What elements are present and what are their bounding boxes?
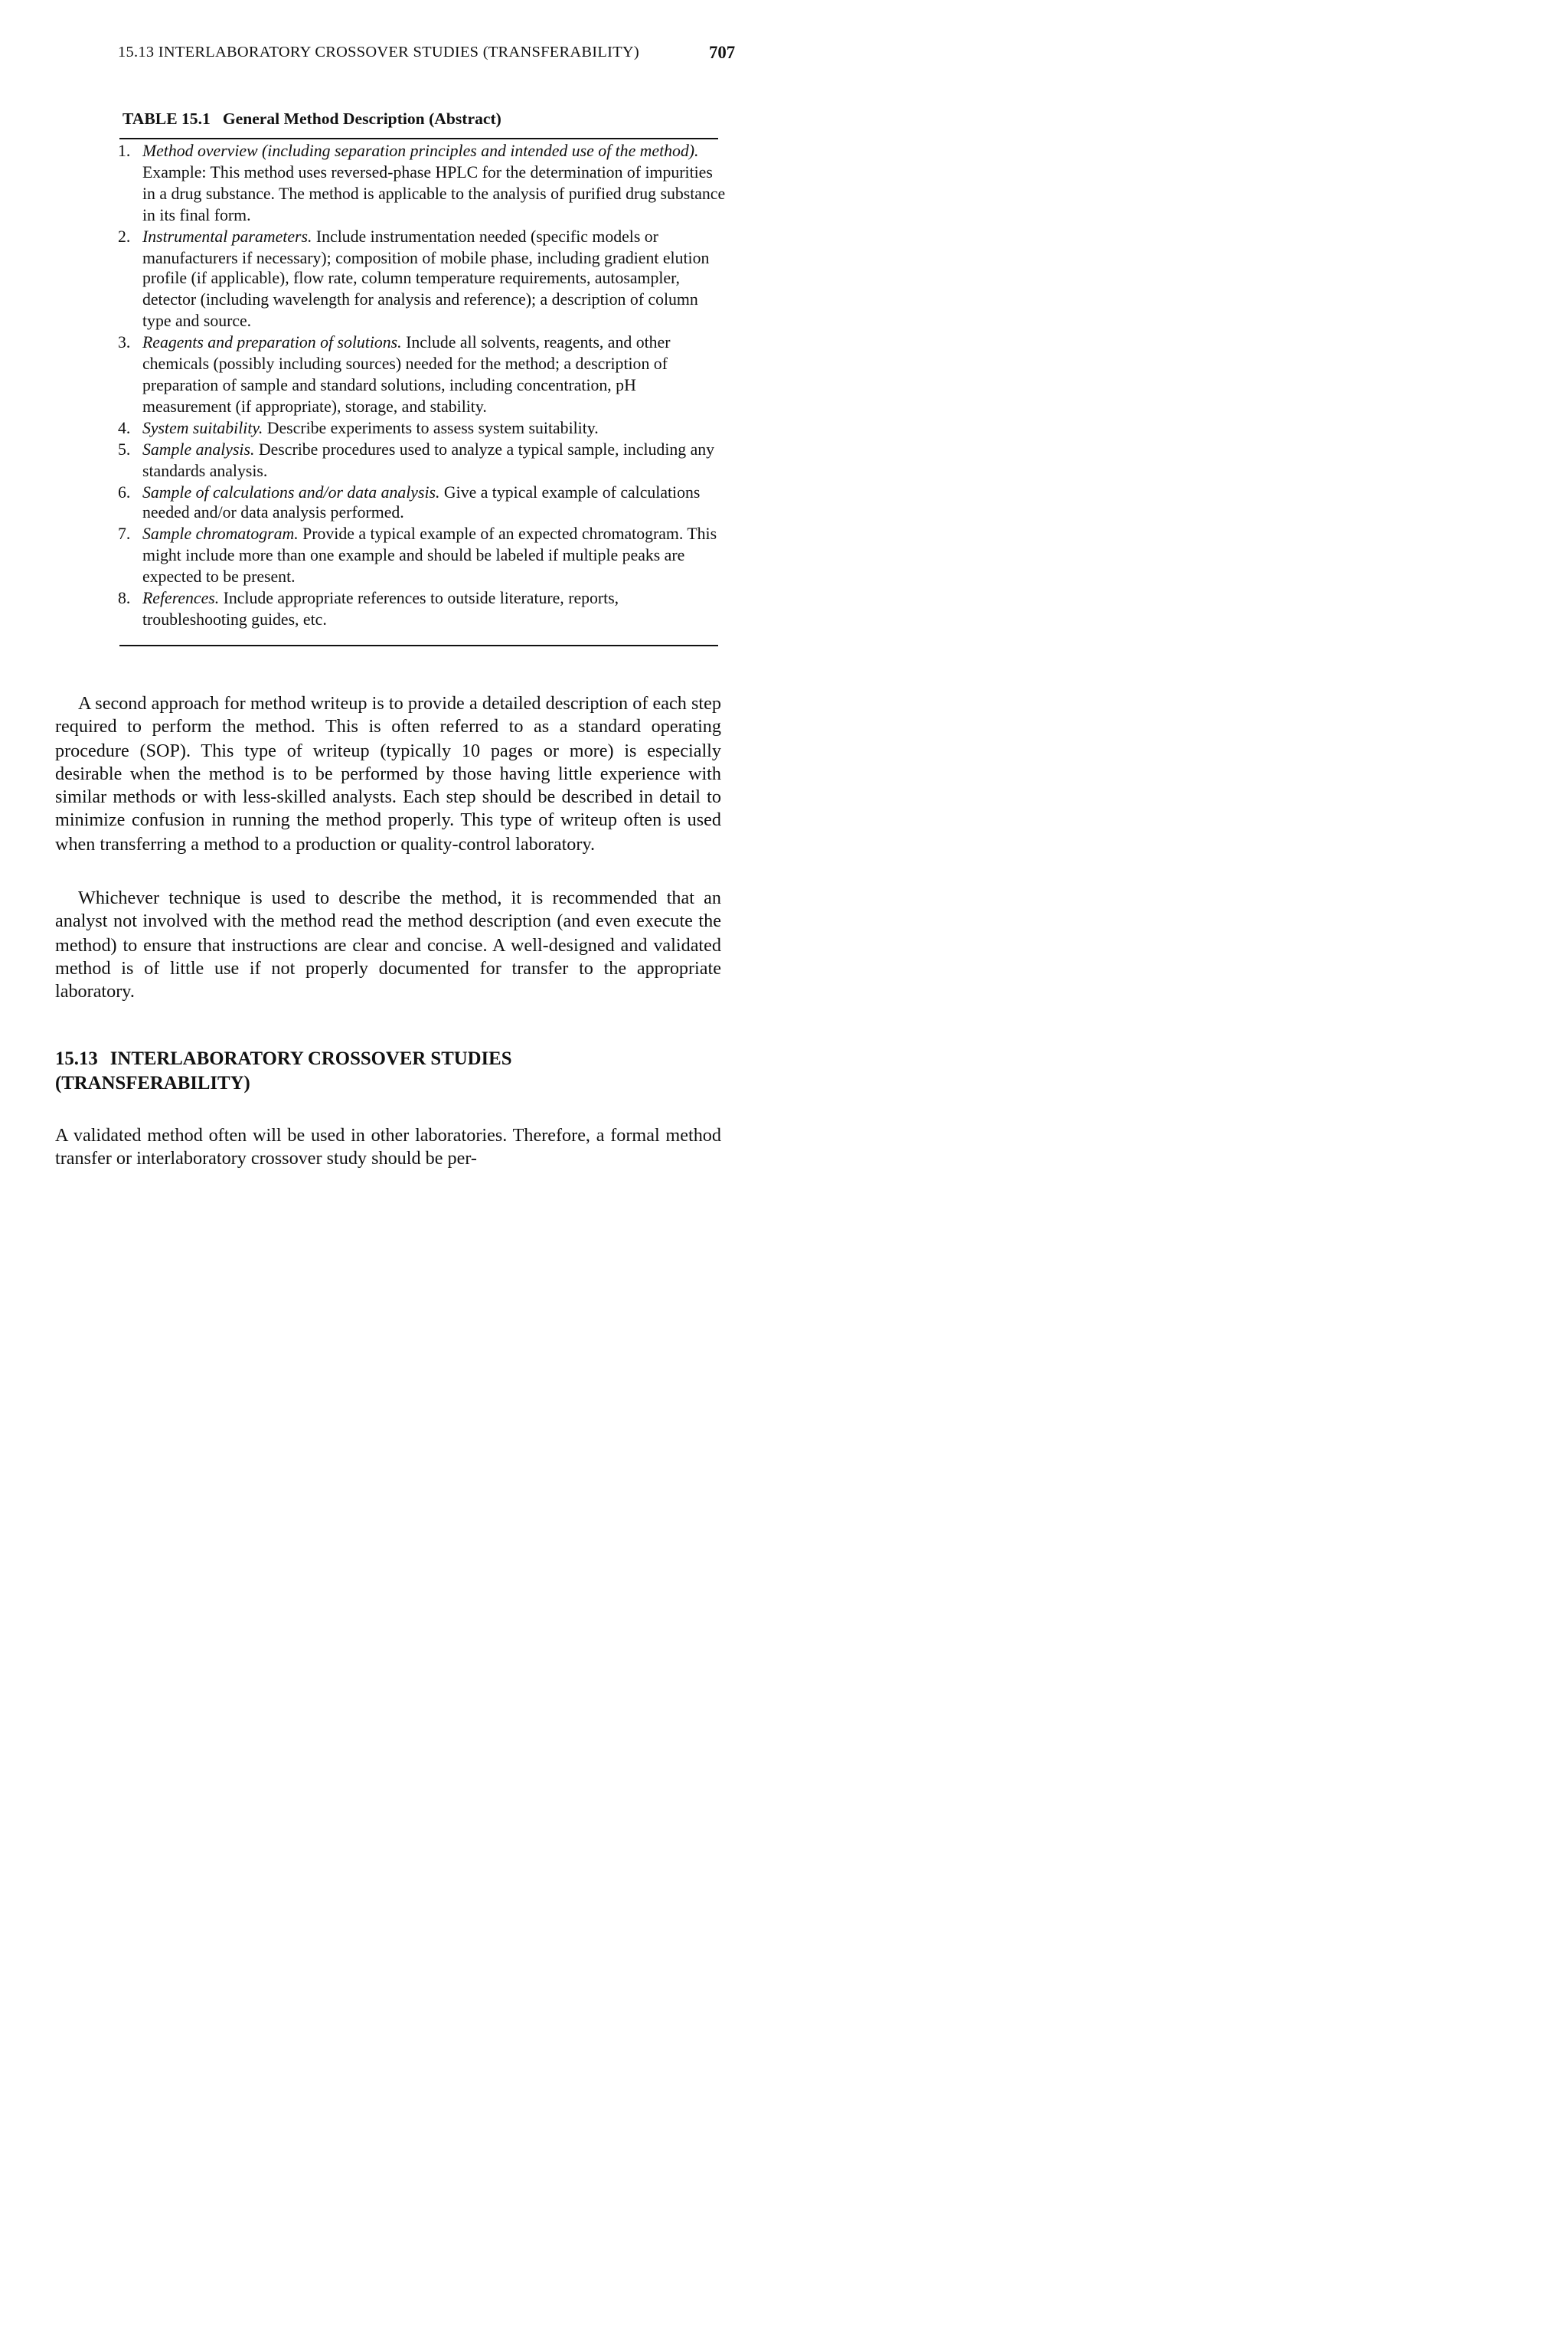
table-label: TABLE 15.1 [122,110,211,129]
item-title: Instrumental parameters. [142,227,312,247]
running-title: 15.13 INTERLABORATORY CROSSOVER STUDIES (TRANSFERABILITY) [118,44,640,61]
running-header [0,0,784,69]
item-number: 4. [118,419,131,438]
table-bottom-rule [119,645,718,646]
list-item [118,590,727,633]
item-text: Include all solvents, reagents, and other chemicals (possibly including sources) needed for the method; a description of preparation of sample and standard solutions, including concentration, pH measurement (if appropriate), storage, and stability. [142,334,671,417]
list-item [118,420,727,441]
item-number: 3. [118,334,131,353]
item-number: 5. [118,440,131,459]
item-title: References. [142,590,220,609]
item-title: Sample of calculations and/or data analysis. [142,483,440,502]
list-item [118,483,727,526]
item-title: Sample chromatogram. [142,525,299,544]
list-item [118,227,727,334]
item-title: Reagents and preparation of solutions. [142,334,402,353]
item-number: 1. [118,142,131,161]
section-title: INTERLABORATORY CROSSOVER STUDIES (TRANSFERABILITY) [55,1048,512,1093]
item-text: Give a typical example of calculations needed and/or data analysis performed. [142,483,701,523]
item-title: System suitability. [142,419,263,438]
item-text: Include appropriate references to outside literature, reports, troubleshooting guides, etc. [142,590,619,629]
body-paragraph: A validated method often will be used in other laboratories. Therefore, a formal method transfer or interlaboratory crossover study should be per- [55,1124,721,1169]
method-description-list [118,142,727,633]
item-number: 7. [118,525,131,544]
section-number: 15.13 [55,1048,98,1069]
section-heading [55,1048,576,1095]
list-item [118,334,727,419]
item-text: Include instrumentation needed (specific models or manufacturers if necessary); composition of mobile phase, including gradient elution profile (if applicable), flow rate, column temperature requirements, autosampler, detector (including wavelength for analysis and reference); a description of column type and source. [142,227,710,332]
table-top-rule [119,138,718,139]
item-number: 2. [118,227,131,247]
item-text: Example: This method uses reversed-phase HPLC for the determination of impurities in a drug substance. The method is applicable to the analysis of purified drug substance in its final form. [142,163,726,225]
list-item [118,526,727,590]
item-text: Provide a typical example of an expected chromatogram. This might include more than one example and should be labeled if multiple peaks are expected to be present. [142,525,717,587]
item-title: Sample analysis. [142,440,255,459]
list-item [118,440,727,483]
body-paragraph: A second approach for method writeup is to provide a detailed description of each step required to perform the method. This is often referred to as a standard operating procedure (SOP). This type of writeup (typically 10 pages or more) is especially desirable when the method is to be performed by those having little experience with similar methods or with less-skilled analysts. Each step should be described in detail to minimize confusion in running the method properly. This type of writeup often is used when transferring a method to a production or quality-control laboratory. [55,692,721,855]
page-number: 707 [709,44,736,63]
table-title: General Method Description (Abstract) [222,110,501,129]
table-caption [122,110,735,129]
item-number: 6. [118,483,131,502]
body-paragraph: Whichever technique is used to describe the method, it is recommended that an analyst not involved with the method read the method description (and even execute the method) to ensure that instructions are clear and concise. A well-designed and validated method is of little use if not properly documented for transfer to the appropriate laboratory. [55,887,721,1002]
item-text: Describe procedures used to analyze a typical sample, including any standards analysis. [142,440,715,481]
item-text: Describe experiments to assess system suitability. [266,419,599,438]
list-item [118,142,727,227]
item-number: 8. [118,590,131,609]
item-title: Method overview (including separation principles and intended use of the method). [142,142,699,161]
